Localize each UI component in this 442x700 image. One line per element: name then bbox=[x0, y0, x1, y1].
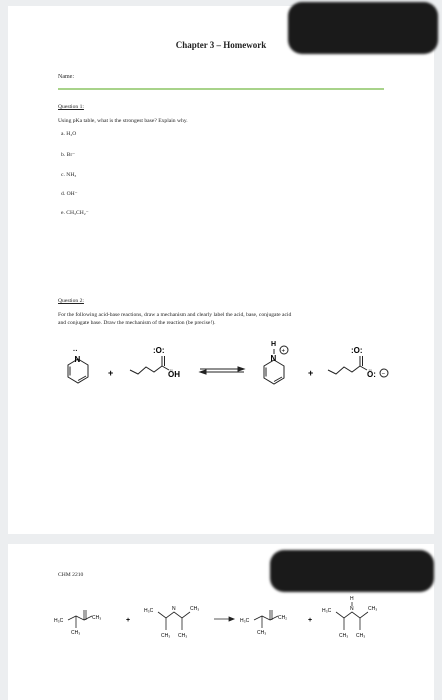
carboxylate-carbonyl-oxygen: :O: bbox=[351, 346, 363, 355]
amine-structure bbox=[158, 612, 190, 630]
course-code: CHM 2210 bbox=[58, 572, 84, 578]
plus-sign-2: + bbox=[308, 368, 314, 378]
structure-label: CH₂ bbox=[278, 615, 288, 621]
structure-label: N bbox=[172, 606, 176, 612]
equilibrium-arrow bbox=[200, 367, 244, 374]
option-d: d. OH⁻ bbox=[61, 191, 78, 197]
structure-label: CH₃ bbox=[178, 633, 188, 639]
redaction-mark bbox=[270, 550, 434, 592]
structure-label: CH₃ bbox=[190, 606, 200, 612]
structure-label: N bbox=[350, 606, 354, 612]
page-title: Chapter 3 – Homework bbox=[175, 40, 267, 50]
hydroxyl-group: ÖH bbox=[168, 370, 180, 379]
positive-charge: + bbox=[281, 348, 286, 355]
structure-label: H₃C bbox=[240, 618, 250, 624]
carboxylate-oxygen: Ö: bbox=[367, 370, 376, 379]
option-e: e. CH₃CH₂⁻ bbox=[61, 210, 89, 216]
plus-sign-4: + bbox=[308, 617, 313, 624]
question-1-heading: Question 1: bbox=[58, 104, 84, 110]
structure-label: ·· bbox=[73, 348, 78, 355]
structure-label: CH₃ bbox=[339, 633, 349, 639]
question-2-prompt-line-1: For the following acid-base reactions, draw a mechanism and clearly label the acid, base, conjugate acid bbox=[58, 312, 292, 318]
option-c: c. NH₃ bbox=[61, 172, 77, 178]
ketone-structure bbox=[68, 610, 92, 628]
negative-charge: − bbox=[381, 371, 386, 378]
structure-label: CH₃ bbox=[71, 630, 81, 636]
pyridine-n: N bbox=[74, 355, 81, 364]
question-2-prompt-line-2: and conjugate base. Draw the mechanism of the reaction (be precise!). bbox=[58, 320, 216, 326]
structure-label: H₃C bbox=[322, 608, 332, 614]
name-label: Name: bbox=[58, 74, 74, 80]
reaction-scheme-2 bbox=[8, 594, 434, 694]
structure-label: H₃C bbox=[54, 618, 64, 624]
plus-sign-1: + bbox=[108, 368, 114, 378]
document-page-1 bbox=[8, 6, 434, 534]
option-b: b. Br⁻ bbox=[61, 152, 76, 158]
option-a: a. H₂O bbox=[61, 131, 77, 137]
structure-label: H₃C bbox=[144, 608, 154, 614]
carboxylate-structure bbox=[328, 356, 388, 377]
structure-label: CH₃ bbox=[257, 630, 267, 636]
divider bbox=[58, 88, 384, 90]
question-1-prompt: Using pKa table, what is the strongest base? Explain why. bbox=[58, 118, 188, 124]
reaction-arrow bbox=[214, 617, 234, 621]
pyridinium-h: H bbox=[271, 341, 277, 348]
reaction-scheme-1 bbox=[8, 336, 434, 406]
structure-label: CH₃ bbox=[92, 615, 102, 621]
enolate-structure bbox=[254, 610, 278, 628]
question-2-heading: Question 2: bbox=[58, 298, 84, 304]
structure-label: H bbox=[350, 596, 354, 602]
structure-label: CH₃ bbox=[161, 633, 171, 639]
structure-label: CH₃ bbox=[356, 633, 366, 639]
plus-sign-3: + bbox=[126, 617, 131, 624]
structure-label: CH₃ bbox=[368, 606, 378, 612]
document-page-2 bbox=[8, 544, 434, 700]
carbonyl-oxygen: :O: bbox=[153, 346, 165, 355]
pyridinium-n: N bbox=[270, 354, 277, 363]
acid-structure bbox=[130, 356, 169, 374]
